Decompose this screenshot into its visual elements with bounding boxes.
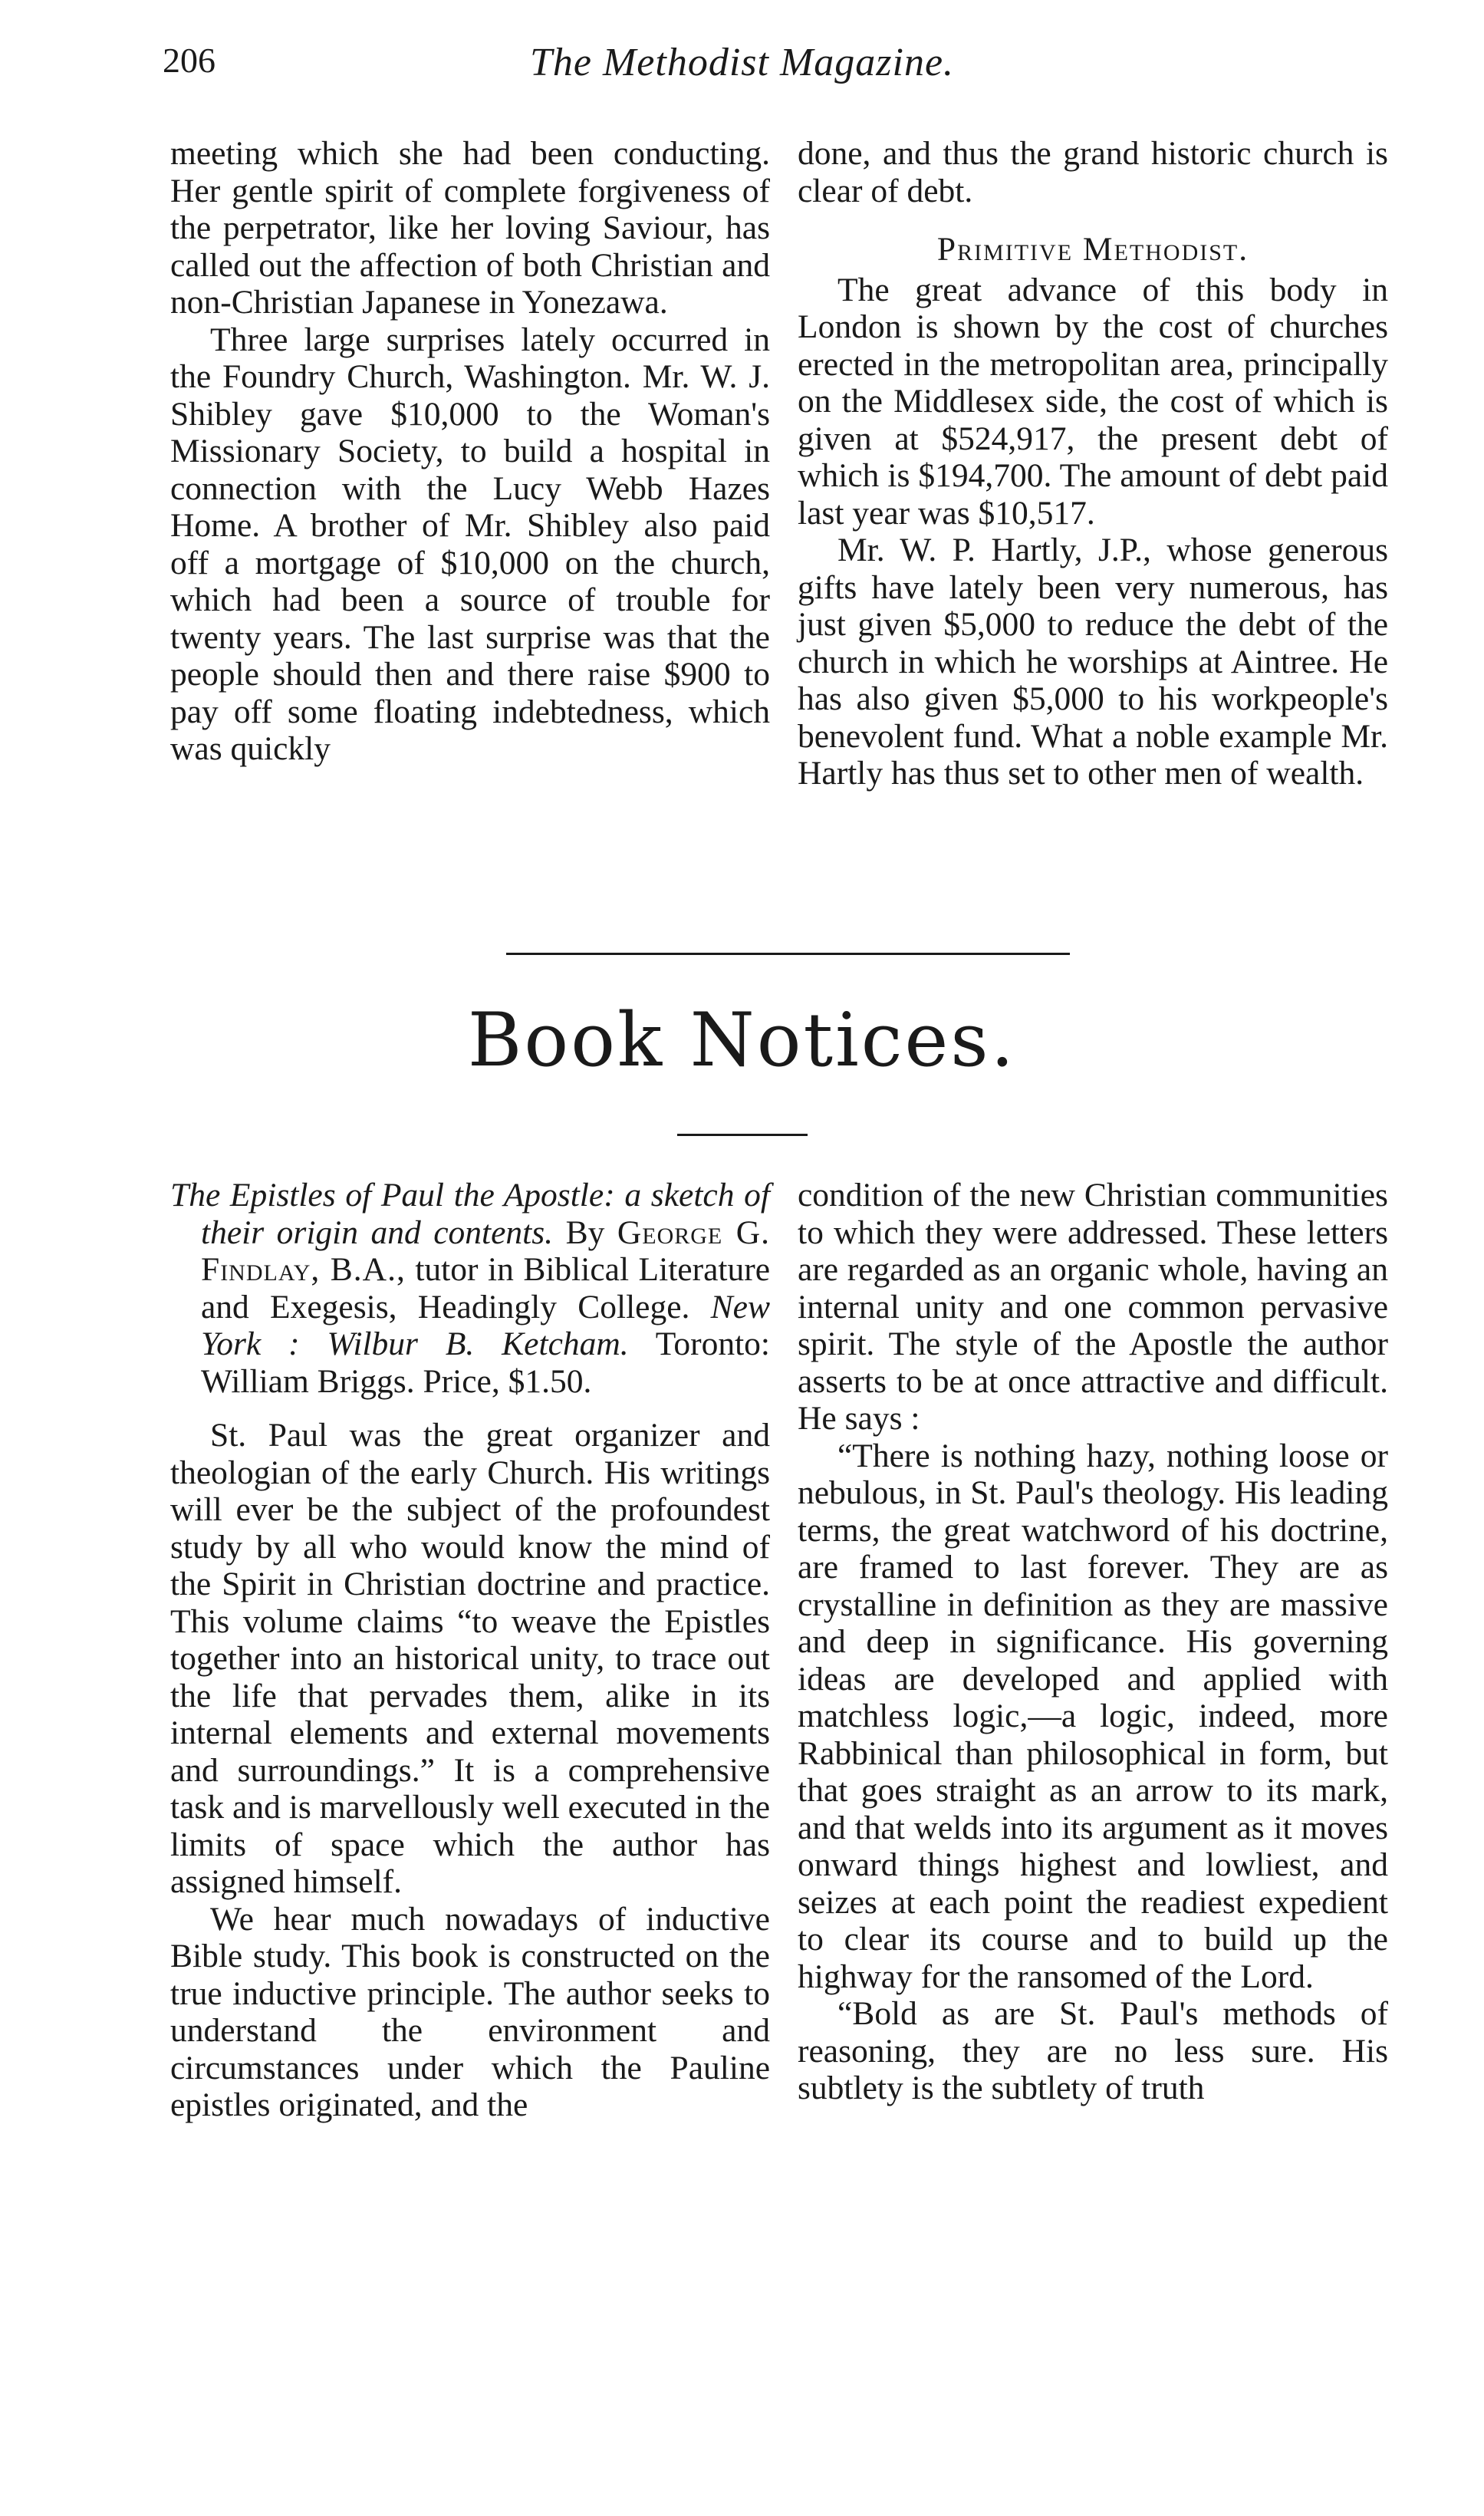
running-title: The Methodist Magazine. bbox=[529, 41, 955, 84]
paragraph: St. Paul was the great organizer and theologian of the early Church. His writings will ever be the subject of the profoundest study by all who would know the mind of the Spirit in Christian doctrine and practice. This volume claims “to weave the Epistles together into an historical unity, to trace out the life that pervades them, alike in its internal elements and external movements and surroundings.” It is a comprehensive task and is marvellously well executed in the limits of space which the author has assigned himself. bbox=[170, 1417, 770, 1900]
paragraph: meeting which she had been conducting. Her gentle spirit of complete forgiveness of the perpetrator, like her loving Saviour, has called out the affection of both Christian and non-Christian Japanese in Yonezawa. bbox=[170, 135, 770, 321]
page-number: 206 bbox=[163, 41, 216, 80]
section-heading-primitive-methodist: Primitive Methodist. bbox=[936, 231, 1249, 268]
by-label: By bbox=[565, 1214, 605, 1251]
paragraph: done, and thus the grand historic church is clear of debt. bbox=[798, 135, 1388, 209]
book-title: The Epistles of Paul the Apostle: a sketch of their origin and contents. bbox=[170, 1177, 770, 1251]
book-notice-right-column bbox=[798, 1177, 1388, 2107]
top-left-column bbox=[170, 135, 770, 768]
book-author: George G. Findlay, B.A., bbox=[201, 1214, 771, 1288]
paragraph: Mr. W. P. Hartly, J.P., whose generous gifts have lately been very numerous, has just given $5,000 to reduce the debt of the church in which he worships at Aintree. He has also given $5,000 to his workpeople's benevolent fund. What a noble example Mr. Hartly has thus set to other men of wealth. bbox=[798, 532, 1388, 792]
section-divider bbox=[506, 953, 1070, 955]
book-citation bbox=[170, 1177, 770, 1400]
block-quote: “There is nothing hazy, nothing loose or nebulous, in St. Paul's theology. His leading terms, the great watchword of his doctrine, are framed to last forever. They are as crystalline in definition as they are massive and deep in significance. His governing ideas are developed and applied with matchless logic,—a logic, indeed, more Rabbinical than philosophical in form, but that goes straight as an arrow to its mark, and that welds into its argument as it moves onward things highest and lowliest, and seizes at each point the readiest expedient to clear its course and to build up the highway for the ransomed of the Lord. bbox=[798, 1437, 1388, 1995]
title-underline bbox=[677, 1134, 808, 1136]
top-right-column bbox=[798, 135, 1388, 792]
book-notice-left-column bbox=[170, 1177, 770, 2124]
paragraph: Three large surprises lately occurred in the Foundry Church, Washington. Mr. W. J. Shibley gave $10,000 to the Woman's Missionary Society, to build a hospital in connection with the Lucy Webb Hazes Home. A brother of Mr. Shibley also paid off a mortgage of $10,000 on the church, which had been a source of trouble for twenty years. The last surprise was that the people should then and there raise $900 to pay off some floating indebtedness, which was quickly bbox=[170, 321, 770, 767]
section-title: Book Notices. bbox=[467, 997, 1017, 1083]
block-quote: “Bold as are St. Paul's methods of reasoning, they are no less sure. His subtlety is the subtlety of truth bbox=[798, 1995, 1388, 2106]
paragraph: We hear much nowadays of inductive Bible study. This book is constructed on the true inductive principle. The author seeks to understand the environment and circumstances under which the Pauline epistles originated, and the bbox=[170, 1900, 770, 2123]
publisher-new-york: New York : Wilbur B. Ketcham. bbox=[201, 1288, 771, 1362]
paragraph: condition of the new Christian communities to which they were addressed. These letters are regarded as an organic whole, having an internal unity and one common pervasive spirit. The style of the Apostle the author asserts to be at once attractive and difficult. He says : bbox=[798, 1177, 1388, 1437]
paragraph: The great advance of this body in London is shown by the cost of churches erected in the metropolitan area, principally on the Middlesex side, the cost of which is given at $524,917, the present debt of which is $194,700. The amount of debt paid last year was $10,517. bbox=[798, 271, 1388, 532]
author-description: tutor in Biblical Literature and Exegesis, Headingly College. bbox=[201, 1251, 771, 1326]
publisher-toronto: Toronto: William Briggs. Price, $1.50. bbox=[201, 1326, 770, 1400]
